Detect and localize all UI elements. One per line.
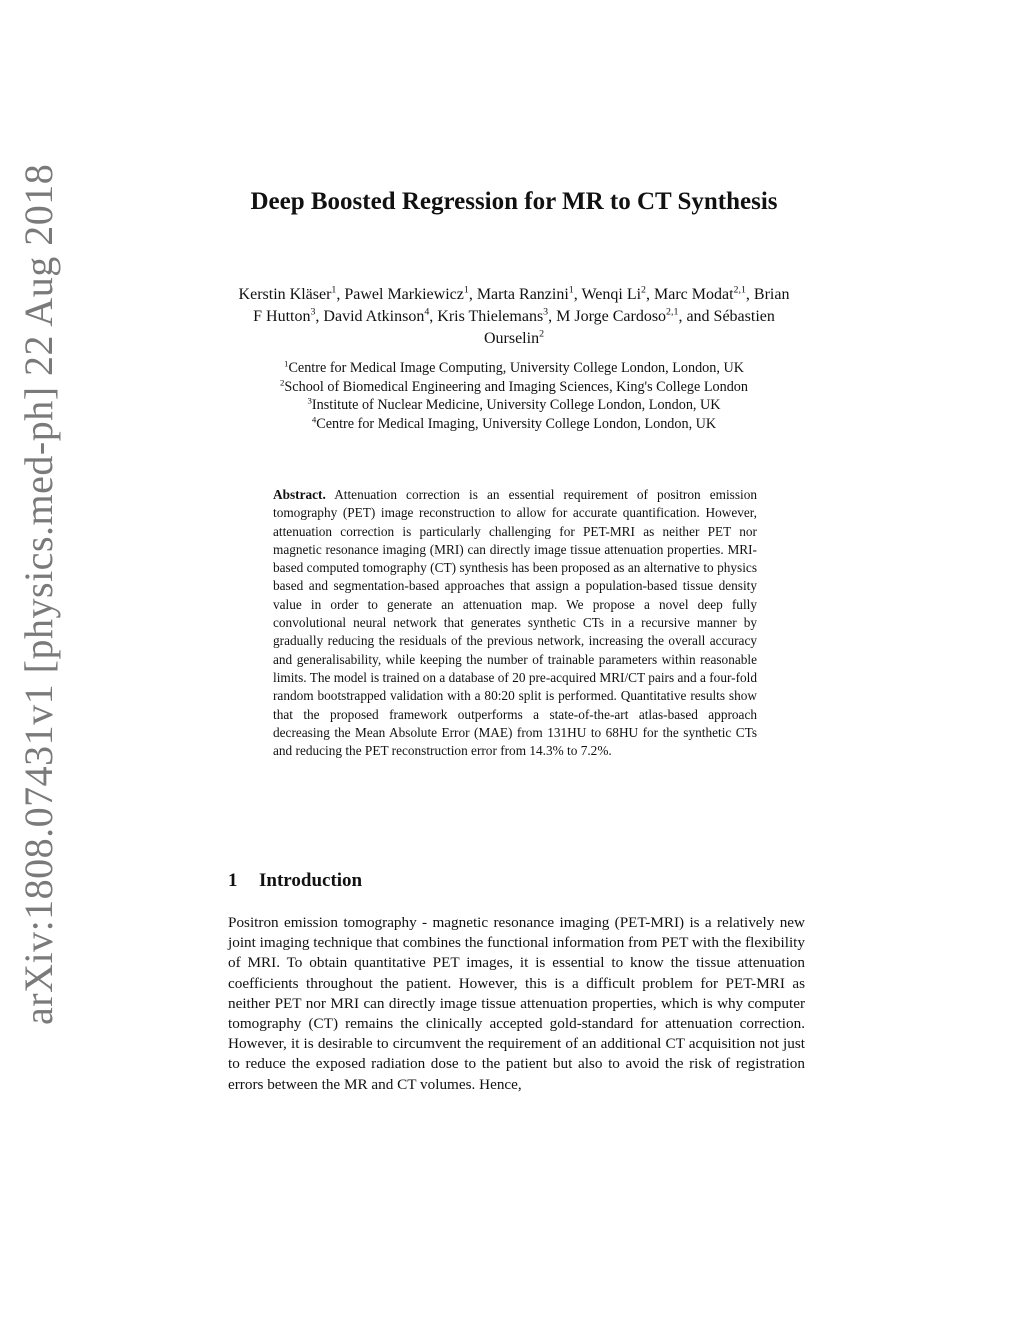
author: M Jorge Cardoso: [556, 308, 667, 325]
section-title: Introduction: [259, 870, 363, 891]
affiliation-number: 2: [280, 376, 285, 387]
author: David Atkinson: [323, 308, 425, 325]
author-affiliation-mark: 1: [568, 284, 574, 296]
section-number: 1: [228, 870, 238, 891]
author-affiliation-mark: 1: [331, 284, 337, 296]
author-affiliation-mark: 3: [543, 306, 549, 318]
author-affiliation-mark: 4: [424, 306, 430, 318]
affiliation-number: 4: [311, 413, 317, 424]
author: Brian F Hutton: [253, 286, 790, 325]
author: Kris Thielemans: [437, 308, 544, 325]
author: Pawel Markiewicz: [344, 286, 464, 303]
author: Sébastien Ourselin: [483, 308, 775, 347]
author: Wenqi Li: [581, 286, 642, 303]
affiliation-list: [228, 359, 800, 433]
abstract: [273, 486, 757, 760]
author-list: Kerstin Kläser$^1$, Pawel Markiewicz$^1$, Marta Ranzini$^1$, Wenqi Li$^2$, Marc Modat$^{2,1}$, Brian F Hutton$^3$, David Atkinson$^4$, Kris Thielemans$^3$, M Jorge Cardoso$^{2,1}$, and Sébastien Ourselin$^2$: [238, 284, 790, 347]
affiliation: [228, 378, 800, 397]
author-affiliation-mark: 2,1: [666, 306, 679, 318]
section-heading: [228, 869, 800, 893]
affiliation-text: Centre for Medical Imaging, University College London, London, UK: [316, 415, 717, 432]
paper-title: Deep Boosted Regression for MR to CT Synthesis: [250, 188, 778, 215]
author: Marc Modat: [654, 286, 734, 303]
author: Marta Ranzini: [476, 286, 569, 303]
arxiv-stamp: arXiv:1808.07431v1 [physics.med-ph] 22 Aug 2018: [16, 163, 61, 1025]
affiliation-text: School of Biomedical Engineering and Imaging Sciences, King's College London: [284, 378, 748, 395]
author-affiliation-mark: 2: [641, 284, 646, 296]
author-affiliation-mark: 2: [539, 328, 545, 340]
affiliation-text: Centre for Medical Image Computing, University College London, London, UK: [288, 360, 744, 376]
abstract-text: Attenuation correction is an essential requirement of positron emission tomography (PET) image reconstruction to allow for accurate quantification. However, attenuation correction is particularly challenging for PET-MRI as neither PET nor magnetic resonance imaging (MRI) can directly image tissue attenuation properties. MRI-based computed tomography (CT) synthesis has been proposed as an alternative to physics based and segmentation-based approaches that assign a population-based tissue density value in order to generate an attenuation map. We propose a novel deep fully convolutional neural network that generates synthetic CTs in a recursive manner by gradually reducing the residuals of the previous network, increasing the overall accuracy and generalisability, while keeping the number of trainable parameters within reasonable limits. The model is trained on a database of 20 pre-acquired MRI/CT pairs and a four-fold random bootstrapped validation with a 80:20 split is performed. Quantitative results show that the proposed framework outperforms a state-of-the-art atlas-based approach decreasing the Mean Absolute Error (MAE) from 131HU to 68HU for the synthetic CTs and reducing the PET reconstruction error from 14.3% to 7.2%.: [273, 487, 758, 759]
affiliation: [228, 359, 800, 378]
affiliation-number: 3: [307, 395, 312, 406]
affiliation-number: 1: [284, 358, 289, 369]
affiliation-text: Institute of Nuclear Medicine, University College London, London, UK: [311, 397, 721, 413]
affiliation: [228, 415, 800, 434]
author-affiliation-mark: 2,1: [733, 284, 746, 296]
introduction-paragraph: Positron emission tomography - magnetic resonance imaging (PET-MRI) is a relatively new joint imaging technique that combines the functional information from PET with the flexibility of MRI. To obtain quantitative PET images, it is essential to know the tissue attenuation coefficients throughout the patient. However, this is a difficult problem for PET-MRI as neither PET nor MRI can directly image tissue attenuation properties, which is why computer tomography (CT) remains the clinically accepted gold-standard for attenuation correction. However, it is desirable to circumvent the requirement of an additional CT acquisition not just to reduce the exposed radiation dose to the patient but also to avoid the risk of registration errors between the MR and CT volumes. Hence,: [228, 914, 805, 1093]
author: Kerstin Kläser: [238, 286, 332, 303]
affiliation: [228, 396, 800, 415]
abstract-label: Abstract.: [273, 487, 326, 502]
author-affiliation-mark: 1: [463, 284, 469, 296]
author-affiliation-mark: 3: [310, 306, 316, 318]
